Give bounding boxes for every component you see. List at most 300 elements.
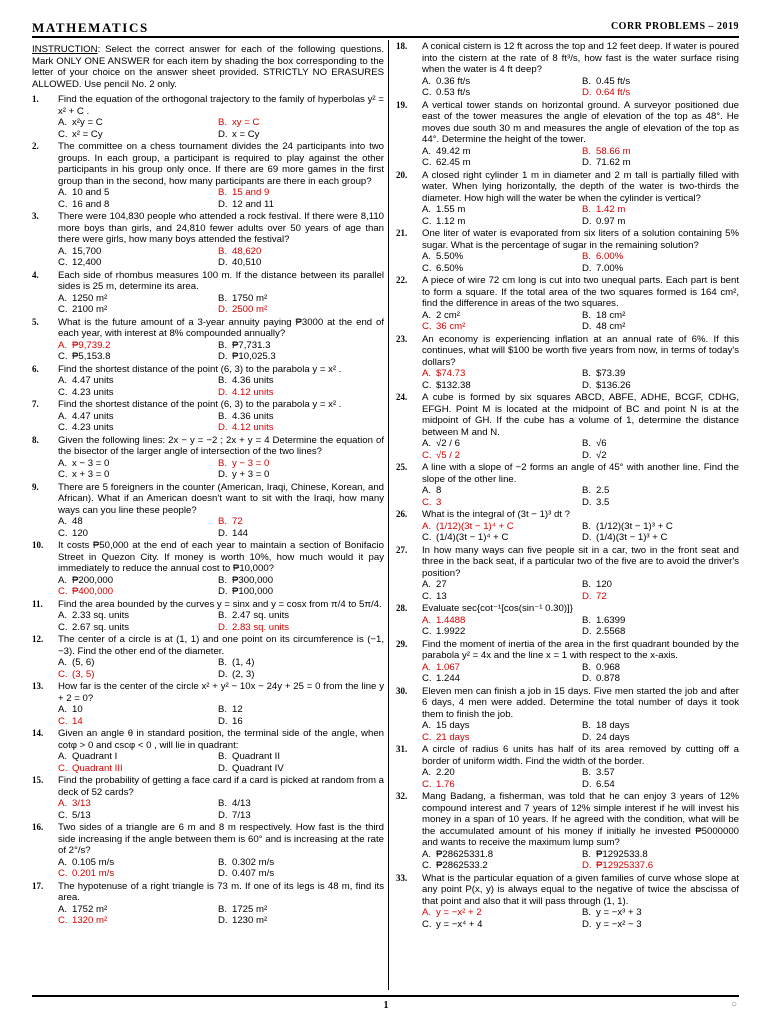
correct-answer: xy = C (232, 117, 260, 128)
choice-value: 1.9922 (436, 626, 466, 637)
choice-letter: A. (58, 410, 68, 422)
choice-letter: A. (422, 579, 432, 590)
choice-letter: D. (218, 809, 228, 821)
choice-value: ₱10,025.3 (232, 351, 276, 362)
choice-letter: D. (218, 762, 228, 774)
question-number: 7. (32, 399, 39, 409)
choice-letter: D. (582, 673, 592, 684)
choice-value: 12,400 (72, 257, 102, 268)
correct-answer: (3, 5) (72, 668, 95, 680)
choices (58, 798, 384, 821)
choice-letter: A. (58, 704, 68, 715)
correct-answer: 2.83 sq. units (232, 621, 290, 633)
choice-letter: C. (58, 198, 68, 210)
question (32, 775, 384, 821)
choice-letter: D. (218, 715, 228, 727)
choice-value: 12 (232, 704, 243, 715)
left-column (32, 40, 384, 927)
question-text: How far is the center of the circle x² + y² − 10x − 24y + 25 = 0 from the line y + 2 = 0? (58, 681, 384, 704)
choice-letter: B. (218, 856, 228, 868)
choice-value: $73.39 (596, 368, 626, 379)
choice-letter: C. (58, 715, 68, 727)
question-number: 26. (396, 509, 408, 519)
choice-value: 1250 m² (72, 292, 108, 304)
question-text: The committee on a chess tournament divides the 24 participants into two groups. In each group, a participant is required to play against the other participants in his group only once. If there are 69 more games in the first group than in the second, how many participants are there in each group? (58, 141, 384, 187)
choice-value: y = −x² − 3 (596, 918, 642, 930)
choices (422, 521, 739, 544)
question-number: 1. (32, 94, 39, 104)
choices (422, 615, 739, 638)
question-text: The hypotenuse of a right triangle is 73 m. If one of its legs is 48 m, find its area. (58, 880, 384, 903)
question-text: A piece of wire 72 cm long is cut into two unequal parts. Each part is bent to form a square. If the total area of the two squares formed is 164 cm², find the difference in areas of the two squares. (422, 275, 739, 309)
question-text: Find the shortest distance of the point (6, 3) to the parabola y = x² . (58, 363, 342, 375)
question-text: Find the area bounded by the curves y = sinx and y = cosx from π/4 to 5π/4. (58, 598, 382, 610)
question-number: 6. (32, 363, 39, 374)
choice-letter: C. (422, 626, 432, 637)
choice-letter: A. (422, 720, 432, 731)
choice-value: 2.67 sq. units (72, 621, 130, 633)
choice-value: 71.62 m (596, 157, 631, 168)
question (32, 364, 384, 399)
choice-letter: C. (422, 215, 432, 227)
choice-letter: D. (218, 469, 228, 480)
choice-letter: B. (582, 438, 592, 449)
correct-answer: y = −x² + 2 (436, 907, 482, 918)
choice-letter: A. (58, 117, 68, 128)
choice-letter: A. (58, 856, 68, 868)
correct-answer: 72 (232, 516, 243, 527)
choices (58, 458, 384, 481)
choice-value: 0.968 (596, 661, 621, 673)
choice-letter: C. (58, 762, 68, 774)
choice-letter: B. (582, 251, 592, 262)
choice-letter: A. (422, 907, 432, 918)
choice-value: 2.33 sq. units (72, 610, 130, 621)
question-number: 20. (396, 169, 408, 180)
choice-value: 2.5 (596, 485, 610, 496)
choice-letter: B. (582, 145, 592, 157)
choice-value: 10 (72, 704, 83, 715)
correct-answer: y − 3 = 0 (232, 457, 270, 469)
choice-letter: D. (582, 918, 592, 930)
choices (58, 751, 384, 774)
question (396, 744, 739, 790)
choice-value: (1/12)(3t − 1)³ + C (596, 520, 673, 532)
choice-letter: B. (582, 485, 592, 496)
choices (58, 117, 384, 140)
choice-letter: D. (582, 590, 592, 602)
choice-letter: C. (422, 731, 432, 743)
choice-value: Quadrant IV (232, 762, 284, 774)
question-text: Two sides of a triangle are 6 m and 8 m respectively. How fast is the third side increasing if the angle between them is 60° and is increasing at the rate of 2°/s? (58, 822, 384, 856)
choice-letter: D. (218, 868, 228, 879)
choice-letter: C. (422, 673, 432, 684)
choice-value: (2, 3) (232, 668, 255, 680)
choice-value: Quadrant I (72, 751, 118, 762)
question-text: What is the particular equation of a given families of curve whose slope at any point P(x, y) is always equal to the negative of twice the abscissa of that point and also that it will pass through (1, 1). (422, 872, 739, 907)
question-number: 23. (396, 333, 408, 344)
correct-answer: 3 (436, 496, 442, 508)
question-number: 24. (396, 392, 408, 402)
choice-letter: C. (422, 590, 432, 602)
question-text: A vertical tower stands on horizontal ground. A surveyor positioned due east of the tower measures the angle of elevation of the top as 48°. He moves due south 30 m and measures the angle of elevation of the top as 44°. Determine the height of the tower. (422, 99, 739, 145)
choice-value: 18 days (596, 720, 630, 731)
choice-letter: C. (422, 778, 432, 790)
choice-letter: D. (582, 321, 592, 332)
question-number: 2. (32, 141, 39, 151)
choices (422, 907, 739, 930)
choice-letter: B. (218, 245, 228, 257)
question-text: A closed right cylinder 1 m in diameter and 2 m tall is partially filled with water. When lying horizontally, the depth of the water is two-thirds the diameter. How high will the water be when the cylinder is vertical? (422, 169, 739, 204)
choice-letter: C. (58, 386, 68, 398)
choice-value: y = −x³ + 3 (596, 907, 642, 918)
choice-letter: C. (422, 532, 432, 543)
choice-letter: C. (58, 351, 68, 362)
choice-letter: C. (58, 304, 68, 315)
header-rule (32, 36, 739, 38)
choice-letter: A. (58, 657, 68, 668)
choice-letter: C. (422, 496, 432, 508)
choice-value: 7/13 (232, 809, 251, 821)
question (396, 100, 739, 169)
question (32, 482, 384, 540)
choice-value: 4.36 units (232, 410, 274, 422)
choice-value: 8 (436, 485, 442, 496)
choice-value: 3.57 (596, 767, 615, 778)
choice-value: 2100 m² (72, 304, 108, 315)
choice-letter: A. (58, 245, 68, 257)
choices (422, 767, 739, 790)
choice-value: 120 (72, 527, 89, 539)
question-number: 13. (32, 681, 44, 691)
question (32, 540, 384, 598)
choice-letter: B. (218, 117, 228, 128)
question-text: A line with a slope of −2 forms an angle of 45° with another line. Find the slope of the other line. (422, 462, 739, 485)
question-number: 18. (396, 41, 408, 51)
choice-letter: D. (582, 778, 592, 790)
choice-value: ₱100,000 (232, 586, 274, 597)
choice-value: 5/13 (72, 809, 91, 821)
choice-letter: B. (582, 368, 592, 379)
correct-answer: $74.73 (436, 368, 466, 379)
correct-answer: (1/12)(3t − 1)⁴ + C (436, 520, 514, 532)
choice-value: x − 3 = 0 (72, 457, 110, 469)
choice-letter: C. (422, 379, 432, 391)
choice-value: (1, 4) (232, 657, 255, 668)
choice-value: √2 (596, 449, 607, 461)
choice-value: 4.36 units (232, 375, 274, 386)
correct-answer: 1320 m² (72, 915, 108, 926)
question (396, 228, 739, 274)
question-number: 28. (396, 603, 408, 613)
choice-value: y = −x⁴ + 4 (436, 918, 483, 930)
choice-letter: A. (422, 75, 432, 87)
choice-letter: B. (218, 657, 228, 668)
choice-letter: B. (218, 610, 228, 621)
choice-value: ₱2862533.2 (436, 860, 488, 871)
choice-letter: B. (218, 410, 228, 422)
choice-value: 49.42 m (436, 145, 471, 157)
question-text: The center of a circle is at (1, 1) and one point on its circumference is (−1, −3). Find the other end of the diameter. (58, 634, 384, 657)
correct-answer: 1.067 (436, 661, 461, 673)
choices (58, 187, 384, 210)
correct-answer: 0.201 m/s (72, 868, 115, 879)
choices (422, 579, 739, 602)
question-text: There are 5 foreigners in the counter (American, Iraqi, Chinese, Korean, and African). What if an American doesn't want to sit with the Iraqi, how many ways can you line these people? (58, 481, 384, 516)
correct-answer: 1.76 (436, 778, 455, 790)
choice-value: 1.55 m (436, 204, 466, 215)
choices (422, 720, 739, 743)
choice-letter: D. (218, 621, 228, 633)
question-number: 11. (32, 598, 43, 609)
question (32, 270, 384, 316)
choice-value: 4.47 units (72, 375, 114, 386)
choice-letter: C. (58, 469, 68, 480)
question-text: Eleven men can finish a job in 15 days. Five men started the job and after 6 days, 4 men were added. Determine the total number of days it took them to finish the job. (422, 685, 739, 720)
instruction (32, 44, 384, 90)
question-text: Mang Badang, a fisherman, was told that he can enjoy 3 years of 12% compound interest and 7 years of 12% simple interest if he will invest his money in a span of 10 years. If he agreed with the condition, what will be the accumulated amount of his money if initially he invested ₱5000000 and wants to receive the maximum lump sum? (422, 791, 739, 848)
question-number: 29. (396, 638, 408, 649)
page-header (32, 20, 739, 34)
choice-value: 0.36 ft/s (436, 75, 471, 87)
question-text: Find the shortest distance of the point (6, 3) to the parabola y = x² . (58, 399, 342, 410)
choices (58, 704, 384, 727)
question (32, 881, 384, 927)
choice-value: 48 (72, 516, 83, 527)
choice-letter: A. (58, 751, 68, 762)
choice-value: ₱300,000 (232, 574, 274, 586)
choice-letter: B. (582, 520, 592, 532)
correct-answer: 14 (72, 715, 83, 727)
choice-value: 2.5568 (596, 626, 626, 637)
choice-value: (1/4)(3t − 1)³ + C (596, 532, 668, 543)
circle-icon: ○ (730, 999, 737, 1010)
choice-letter: A. (422, 848, 432, 860)
correct-answer: ₱400,000 (72, 586, 114, 597)
choice-value: 4.23 units (72, 386, 114, 398)
choice-value: 15 days (436, 720, 470, 731)
question-text: Evaluate sec{cot⁻¹[cos(sin⁻¹ 0.30)]} (422, 603, 573, 614)
choice-letter: A. (422, 368, 432, 379)
choice-value: 15,700 (72, 245, 102, 257)
choice-letter: A. (422, 251, 432, 262)
choices (422, 485, 739, 508)
correct-answer: Quadrant III (72, 762, 123, 774)
question-text: What is the integral of (3t − 1)³ dt ? (422, 509, 570, 520)
choice-letter: B. (582, 75, 592, 87)
choice-letter: D. (218, 586, 228, 597)
choice-letter: D. (218, 422, 228, 433)
choice-value: 10 and 5 (72, 187, 110, 198)
question (396, 873, 739, 931)
choice-value: 5.50% (436, 251, 464, 262)
choice-letter: B. (218, 292, 228, 304)
choices (422, 662, 739, 685)
choices (58, 246, 384, 269)
choice-letter: D. (218, 915, 228, 926)
choice-letter: D. (582, 215, 592, 227)
choice-value: ₱200,000 (72, 574, 114, 586)
choices (422, 204, 739, 227)
choice-letter: C. (58, 586, 68, 597)
choice-value: 1230 m² (232, 915, 268, 926)
question-number: 12. (32, 634, 44, 644)
choice-letter: B. (582, 614, 592, 626)
choice-letter: C. (422, 449, 432, 461)
choice-letter: C. (58, 527, 68, 539)
choice-value: 62.45 m (436, 157, 471, 168)
choice-value: Quadrant II (232, 751, 280, 762)
question-number: 21. (396, 228, 408, 238)
question (396, 334, 739, 392)
choice-letter: D. (218, 304, 228, 315)
choice-value: (1/4)(3t − 1)⁴ + C (436, 532, 509, 543)
choice-letter: B. (582, 720, 592, 731)
choice-value: 40,510 (232, 257, 262, 268)
question-text: A conical cistern is 12 ft across the top and 12 feet deep. If water is poured into the cistern at the rate of 8 ft³/s, how fast is the water surface rising when the water is 4 ft deep? (422, 41, 739, 75)
choice-letter: D. (582, 860, 592, 871)
choice-value: 4.23 units (72, 422, 114, 433)
choice-letter: B. (582, 767, 592, 778)
choice-value: 1.6399 (596, 614, 626, 626)
correct-answer: 48,620 (232, 245, 262, 257)
choice-letter: D. (218, 351, 228, 362)
choice-letter: D. (218, 198, 228, 210)
choice-letter: C. (422, 157, 432, 168)
choice-value: 0.407 m/s (232, 868, 275, 879)
choice-letter: B. (582, 579, 592, 590)
question (396, 509, 739, 544)
choices (58, 411, 384, 434)
choices (422, 310, 739, 333)
choices (422, 438, 739, 461)
choice-value: 27 (436, 579, 447, 590)
choice-value: 0.45 ft/s (596, 75, 631, 87)
choice-value: 16 (232, 715, 243, 727)
choice-letter: C. (58, 809, 68, 821)
choices (422, 146, 739, 169)
choices (58, 657, 384, 680)
question (396, 639, 739, 685)
correct-answer: 2500 m² (232, 304, 268, 315)
choice-letter: D. (218, 668, 228, 680)
question-number: 10. (32, 540, 44, 550)
question (396, 462, 739, 508)
question (396, 603, 739, 638)
choice-letter: D. (582, 626, 592, 637)
question-text: Find the equation of the orthogonal trajectory to the family of hyperbolas y² = x² + C . (58, 94, 384, 117)
question-text: Find the probability of getting a face card if a card is picked at random from a deck of 52 cards? (58, 775, 384, 798)
question-number: 22. (396, 275, 408, 285)
choice-letter: D. (582, 449, 592, 461)
choice-letter: C. (422, 860, 432, 871)
question (396, 275, 739, 333)
choice-value: 6.54 (596, 778, 615, 790)
choice-letter: D. (218, 527, 228, 539)
question-text: One liter of water is evaporated from six liters of a solution containing 5% sugar. What is the percentage of sugar in the remaining solution? (422, 228, 739, 251)
choice-letter: B. (582, 848, 592, 860)
footer-rule (32, 995, 739, 997)
correct-answer: 36 cm² (436, 321, 466, 332)
choice-value: $132.38 (436, 379, 471, 391)
choices (58, 904, 384, 927)
choice-value: 144 (232, 527, 249, 539)
choice-value: 24 days (596, 731, 630, 743)
question-number: 16. (32, 822, 44, 832)
choice-value: 2.20 (436, 767, 455, 778)
question (32, 599, 384, 634)
choice-letter: C. (422, 918, 432, 930)
choice-value: 4.47 units (72, 410, 114, 422)
question-text: Find the moment of inertia of the area in the first quadrant bounded by the parabola y² = 4x and the line x = 1 with respect to the x-axis. (422, 638, 739, 661)
choice-value: 7.00% (596, 262, 624, 274)
choice-letter: C. (58, 257, 68, 268)
choice-letter: A. (58, 375, 68, 386)
question-number: 14. (32, 728, 44, 738)
choice-letter: C. (58, 668, 68, 680)
choice-letter: D. (218, 386, 228, 398)
question-number: 32. (396, 791, 408, 801)
choice-letter: A. (58, 516, 68, 527)
choice-letter: C. (422, 262, 432, 274)
choice-value: (5, 6) (72, 657, 95, 668)
question-text: Given an angle θ in standard position, the terminal side of the angle, when cotφ > 0 and cscφ < 0 , will lie in quadrant: (58, 728, 384, 751)
correct-answer: 1.42 m (596, 204, 626, 215)
choice-value: 16 and 8 (72, 198, 110, 210)
choice-letter: A. (58, 339, 68, 351)
question (32, 141, 384, 210)
question-number: 15. (32, 775, 44, 785)
choice-letter: B. (218, 457, 228, 469)
page-footer (32, 1000, 739, 1012)
question-number: 27. (396, 544, 408, 555)
choices (58, 375, 384, 398)
correct-answer: 72 (596, 590, 607, 602)
choice-value: 2 cm² (436, 309, 460, 321)
question-text: In how many ways can five people sit in a car, two in the front seat and three in the back seat, if a particular two of the five are to avoid the driver's position? (422, 544, 739, 579)
choices (422, 76, 739, 99)
question-number: 17. (32, 880, 44, 891)
choice-letter: B. (218, 375, 228, 386)
choice-letter: D. (218, 128, 228, 140)
question-text: What is the future amount of a 3-year annuity paying ₱3000 at the end of each year, with interest at 8% compounded annually? (58, 316, 384, 339)
choice-letter: C. (422, 87, 432, 98)
choice-value: 1.244 (436, 673, 461, 684)
choice-value: 13 (436, 590, 447, 602)
question-number: 9. (32, 481, 39, 492)
question (32, 435, 384, 481)
choice-value: 0.105 m/s (72, 856, 115, 868)
choice-value: 0.53 ft/s (436, 87, 471, 98)
choice-value: y + 3 = 0 (232, 469, 270, 480)
correct-answer: 3/13 (72, 798, 91, 809)
question (32, 211, 384, 269)
choices (422, 251, 739, 274)
question (32, 399, 384, 434)
choice-value: x² = Cy (72, 128, 103, 140)
choice-value: 0.97 m (596, 215, 626, 227)
choice-letter: A. (58, 457, 68, 469)
choice-value: x²y = C (72, 117, 103, 128)
question (396, 41, 739, 99)
question (32, 317, 384, 363)
choice-letter: D. (582, 532, 592, 543)
page-number: 1 (383, 1000, 389, 1011)
choice-value: 12 and 11 (232, 198, 274, 210)
choice-letter: D. (582, 496, 592, 508)
choice-letter: B. (218, 751, 228, 762)
choice-letter: B. (218, 187, 228, 198)
